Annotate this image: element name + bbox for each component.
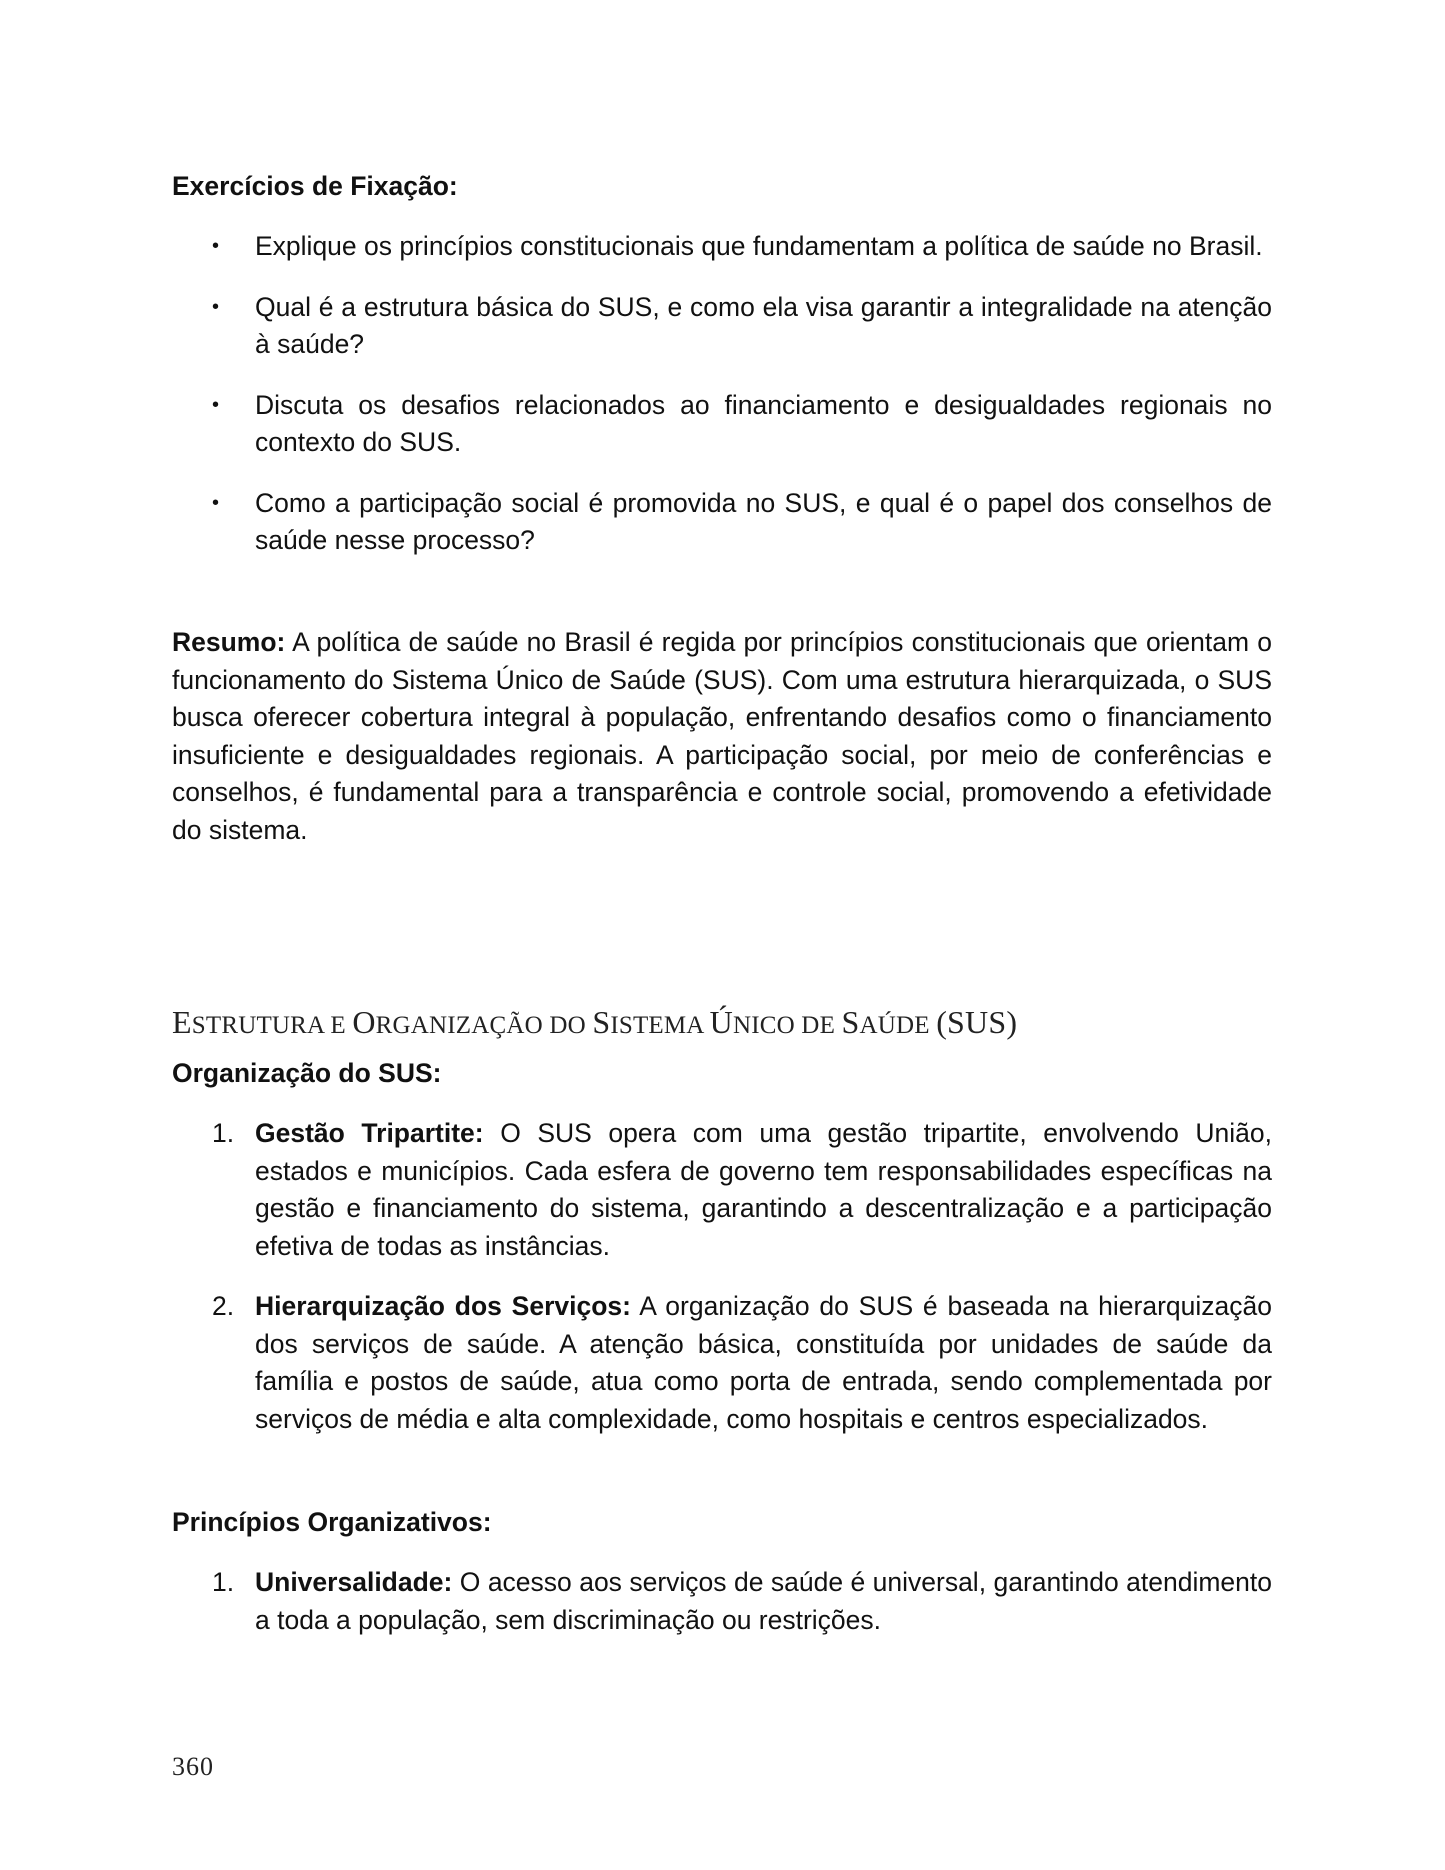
organization-heading: Organização do SUS: — [172, 1058, 442, 1088]
section-title-rest: ISTEMA — [610, 1012, 710, 1039]
section-title-cap: O — [352, 1004, 376, 1040]
exercise-text: Como a participação social é promovida no SUS, e qual é o papel dos conselhos de saúde nesse processo? — [255, 487, 1272, 555]
bullet-icon: • — [212, 295, 220, 318]
section-title-cap: Ú — [709, 1004, 733, 1040]
item-number: 1. — [212, 1567, 235, 1597]
exercise-text: Explique os princípios constitucionais que fundamentam a política de saúde no Brasil. — [255, 231, 1263, 261]
item-text: O SUS opera com uma gestão tripartite, envolvendo União, estados e municípios. Cada esfera de governo tem responsabilidades específicas na gestão e financiamento do sistema, garantindo a descentralização e a participação efetiva de todas as instâncias. — [255, 1118, 1273, 1261]
summary-paragraph — [172, 624, 1272, 849]
summary-text: A política de saúde no Brasil é regida por princípios constitucionais que orientam o funcionamento do Sistema Único de Saúde (SUS). Com uma estrutura hierarquizada, o SUS busca oferecer cobertura integral à população, enfrentando desafios como o financiamento insuficiente e desigualdades regionais. A participação social, por meio de conferências e conselhos, é fundamental para a transparência e controle social, promovendo a efetividade do sistema. — [172, 627, 1272, 845]
section-title-rest: AÚDE — [859, 1012, 937, 1039]
item-term: Hierarquização dos Serviços: — [255, 1291, 631, 1321]
exercises-list — [172, 228, 1272, 560]
bullet-icon: • — [212, 491, 220, 514]
item-number: 2. — [212, 1291, 235, 1321]
exercises-list-container — [172, 228, 1272, 583]
page-number: 360 — [172, 1752, 214, 1781]
section-title-cap: E — [172, 1004, 192, 1040]
section-title-rest: STRUTURA E — [191, 1012, 353, 1039]
item-number: 1. — [212, 1118, 235, 1148]
item-text: A organização do SUS é baseada na hierarquização dos serviços de saúde. A atenção básica, constituída por unidades de saúde da família e postos de saúde, atua como porta de entrada, sendo complementada por serviços de média e alta complexidade, como hospitais e centros especializados. — [255, 1291, 1272, 1434]
item-text: O acesso aos serviços de saúde é universal, garantindo atendimento a toda a população, sem discriminação ou restrições. — [255, 1567, 1272, 1635]
item-term: Universalidade: — [255, 1567, 453, 1597]
section-title-cap: S — [841, 1004, 860, 1040]
bullet-icon: • — [212, 393, 220, 416]
principles-list-container — [172, 1564, 1272, 1662]
exercise-item — [172, 228, 1272, 266]
exercise-item — [172, 289, 1272, 364]
section-title-rest: RGANIZAÇÃO DO — [375, 1012, 593, 1039]
item-term: Gestão Tripartite: — [255, 1118, 484, 1148]
section-title — [172, 1004, 1017, 1045]
section-title-cap: (SUS) — [936, 1004, 1018, 1040]
exercise-item — [172, 387, 1272, 462]
section-title-cap: S — [592, 1004, 611, 1040]
section-title-rest: NICO DE — [732, 1012, 842, 1039]
principle-item — [172, 1564, 1272, 1639]
principles-heading: Princípios Organizativos: — [172, 1507, 492, 1537]
exercises-heading: Exercícios de Fixação: — [172, 171, 458, 201]
principles-list — [172, 1564, 1272, 1639]
exercise-text: Qual é a estrutura básica do SUS, e como ela visa garantir a integralidade na atenção à saúde? — [255, 291, 1272, 359]
organization-item — [172, 1288, 1272, 1438]
exercise-item — [172, 485, 1272, 560]
exercise-text: Discuta os desafios relacionados ao financiamento e desigualdades regionais no contexto do SUS. — [255, 389, 1272, 457]
organization-item — [172, 1115, 1272, 1265]
organization-list — [172, 1115, 1272, 1438]
summary-label: Resumo: — [172, 627, 286, 657]
bullet-icon: • — [212, 235, 220, 257]
organization-list-container — [172, 1115, 1272, 1461]
